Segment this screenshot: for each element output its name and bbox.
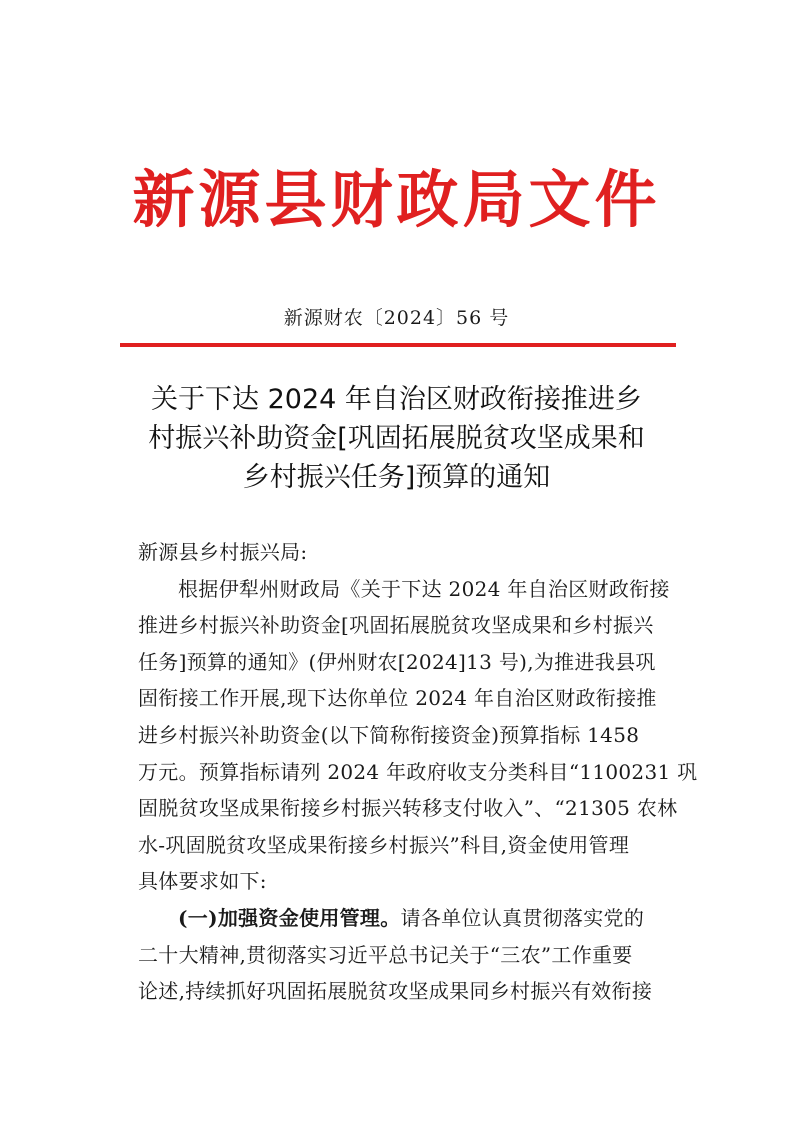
- document-number: 新源财农〔2024〕56 号: [283, 307, 510, 329]
- notice-title: [0, 380, 793, 497]
- notice-title-line: 乡村振兴任务]预算的通知: [242, 462, 551, 493]
- paragraph-line: 万元。预算指标请列 2024 年政府收支分类科目“1100231 巩: [138, 759, 698, 784]
- section-1-first-line: [138, 900, 718, 937]
- paragraph-line: 任务]预算的通知》(伊州财农[2024]13 号),为推进我县巩: [138, 649, 656, 674]
- issuing-authority-title: 新源县财政局文件: [132, 163, 661, 236]
- paragraph-line: 固脱贫攻坚成果衔接乡村振兴转移支付收入”、“21305 农林: [138, 796, 678, 821]
- paragraph-line: 二十大精神,贯彻落实习近平总书记关于“三农”工作重要: [138, 942, 633, 967]
- notice-title-line: 关于下达 2024 年自治区财政衔接推进乡: [151, 384, 642, 415]
- paragraph-line: 水-巩固脱贫攻坚成果衔接乡村振兴”科目,资金使用管理: [138, 832, 630, 857]
- recipient-line: 新源县乡村振兴局:: [138, 540, 308, 564]
- section-1-text: 请各单位认真贯彻落实党的: [400, 905, 645, 930]
- paragraph-line: 论述,持续抓好巩固拓展脱贫攻坚成果同乡村振兴有效衔接: [138, 979, 653, 1004]
- paragraph-line: 进乡村振兴补助资金(以下简称衔接资金)预算指标 1458: [138, 722, 640, 747]
- red-divider-line: [120, 343, 676, 347]
- paragraph-line: 具体要求如下:: [138, 869, 267, 894]
- paragraph-line: 固衔接工作开展,现下达你单位 2024 年自治区财政衔接推: [138, 686, 657, 711]
- section-1-heading: (一)加强资金使用管理。: [178, 905, 401, 930]
- document-body: [138, 534, 718, 1010]
- paragraph-line: 推进乡村振兴补助资金[巩固拓展脱贫攻坚成果和乡村振兴: [138, 613, 654, 638]
- paragraph-line: 根据伊犁州财政局《关于下达 2024 年自治区财政衔接: [178, 576, 670, 601]
- notice-title-line: 村振兴补助资金[巩固拓展脱贫攻坚成果和: [148, 423, 645, 454]
